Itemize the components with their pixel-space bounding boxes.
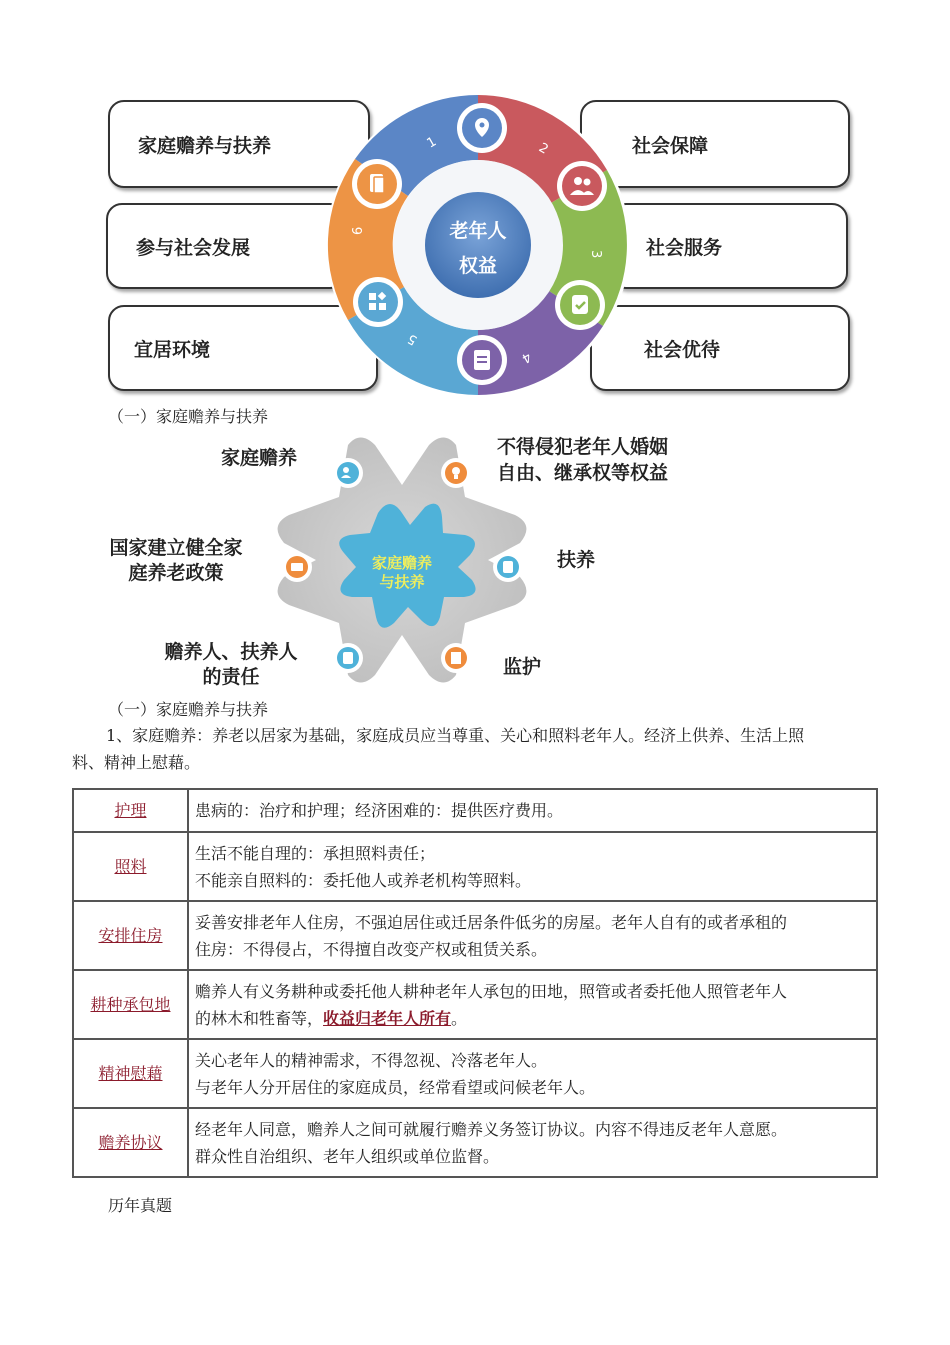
box-living-environment-label: 宜居环境 xyxy=(134,338,211,361)
desc-line: 经老年人同意，赡养人之间可就履行赡养义务签订协议。内容不得违反老年人意愿。 xyxy=(195,1119,788,1139)
desc-line: 住房：不得侵占，不得擅自改变产权或租赁关系。 xyxy=(195,939,548,959)
bulb-icon xyxy=(441,458,471,488)
term-cell xyxy=(73,789,188,832)
desc-cell xyxy=(188,970,877,1039)
highlight-income[interactable]: 收益归老年人所有 xyxy=(323,1008,452,1028)
box-icon xyxy=(282,552,312,582)
desc-line-start: 的林木和牲畜等， xyxy=(195,1008,324,1028)
table-row xyxy=(73,901,877,970)
center-circle xyxy=(425,192,531,298)
segment-number-2: 2 xyxy=(536,140,551,158)
star-center-line2: 与扶养 xyxy=(379,573,425,591)
term-cell xyxy=(73,970,188,1039)
table-row xyxy=(73,970,877,1039)
label-top-right-line2: 自由、继承权等权益 xyxy=(497,462,669,484)
location-icon xyxy=(457,103,507,153)
tablet-icon xyxy=(493,552,523,582)
desc-line: 不能亲自照料的：委托他人或养老机构等照料。 xyxy=(195,870,532,890)
label-left-line1: 国家建立健全家 xyxy=(109,537,243,559)
label-left xyxy=(106,536,246,586)
box-social-services-label: 社会服务 xyxy=(646,236,723,259)
segment-number-3: 3 xyxy=(588,250,603,259)
box-preferential-treatment-label: 社会优待 xyxy=(644,338,721,361)
desc-cell xyxy=(188,832,877,901)
box-social-security-label: 社会保障 xyxy=(632,134,709,157)
term-farmland[interactable]: 耕种承包地 xyxy=(90,995,171,1014)
desc-line: 赡养人有义务耕种或委托他人耕种老年人承包的田地，照管或者委托他人照管老年人 xyxy=(195,981,788,1001)
term-cell xyxy=(73,1108,188,1177)
term-housing[interactable]: 安排住房 xyxy=(98,926,163,945)
label-left-line2: 庭养老政策 xyxy=(128,562,224,584)
duties-table xyxy=(72,788,878,1178)
label-top-right-line1: 不得侵犯老年人婚姻 xyxy=(497,436,669,458)
label-right: 扶养 xyxy=(557,549,596,571)
rights-wheel xyxy=(310,80,650,400)
label-bottom-left-line1: 赡养人、扶养人 xyxy=(164,641,298,663)
desc-line: 关心老年人的精神需求，不得忽视、冷落老年人。 xyxy=(195,1050,548,1070)
intro-line-2: 料、精神上慰藉。 xyxy=(72,753,201,772)
desc-cell xyxy=(188,901,877,970)
desc-line: 群众性自治组织、老年人组织或单位监督。 xyxy=(195,1146,500,1166)
term-spiritual[interactable]: 精神慰藉 xyxy=(98,1064,163,1083)
segment-number-1: 1 xyxy=(424,134,440,152)
files-icon xyxy=(352,159,402,209)
desc-cell xyxy=(188,1108,877,1177)
center-text-line2: 权益 xyxy=(458,255,498,277)
label-bottom-right: 监护 xyxy=(503,656,542,678)
desc-cell xyxy=(188,1039,877,1108)
desc-line: 患病的：治疗和护理；经济困难的：提供医疗费用。 xyxy=(195,801,564,820)
users-icon xyxy=(557,161,607,211)
term-nursing[interactable]: 护理 xyxy=(114,801,147,820)
desc-line: 生活不能自理的：承担照料责任； xyxy=(195,843,436,863)
table-row xyxy=(73,1108,877,1177)
term-cell xyxy=(73,1039,188,1108)
label-top-right xyxy=(497,434,668,486)
segment-number-4: 4 xyxy=(518,348,534,366)
table-row xyxy=(73,1039,877,1108)
table-row xyxy=(73,789,877,832)
term-agreement[interactable]: 赡养协议 xyxy=(98,1133,163,1152)
table-row xyxy=(73,832,877,901)
intro-paragraph xyxy=(72,722,882,776)
building-icon xyxy=(441,643,471,673)
label-top-left: 家庭赡养 xyxy=(221,447,298,469)
desc-cell xyxy=(188,789,877,832)
center-text-line1: 老年人 xyxy=(449,220,507,242)
box-family-support-label: 家庭赡养与扶养 xyxy=(138,134,272,157)
term-cell xyxy=(73,832,188,901)
people-icon xyxy=(333,458,363,488)
label-bottom-left-line2: 的责任 xyxy=(202,666,260,688)
term-cell xyxy=(73,901,188,970)
check-icon xyxy=(333,643,363,673)
caption-2: （一）家庭赡养与扶养 xyxy=(108,700,269,719)
desc-line: 妥善安排老年人住房，不强迫居住或迁居条件低劣的房屋。老年人自有的或者承租的 xyxy=(195,912,788,932)
intro-line-1: 1、家庭赡养：养老以居家为基础，家庭成员应当尊重、关心和照料老年人。经济上供养、生活上照 xyxy=(106,726,805,745)
check-clipboard-icon xyxy=(555,280,605,330)
label-bottom-left xyxy=(160,640,302,690)
segment-number-5: 5 xyxy=(405,330,420,348)
box-social-participation-label: 参与社会发展 xyxy=(136,236,251,259)
term-care[interactable]: 照料 xyxy=(114,857,147,876)
apps-icon xyxy=(353,277,403,327)
desc-line: 与老年人分开居住的家庭成员，经常看望或问候老年人。 xyxy=(195,1077,596,1097)
footer-heading: 历年真题 xyxy=(108,1196,173,1215)
desc-line xyxy=(195,1005,870,1032)
desc-line-tail: 。 xyxy=(451,1008,468,1028)
star-center-line1: 家庭赡养 xyxy=(371,554,433,572)
segment-number-6: 6 xyxy=(351,226,366,235)
document-icon xyxy=(457,335,507,385)
caption-1: （一）家庭赡养与扶养 xyxy=(108,407,269,426)
